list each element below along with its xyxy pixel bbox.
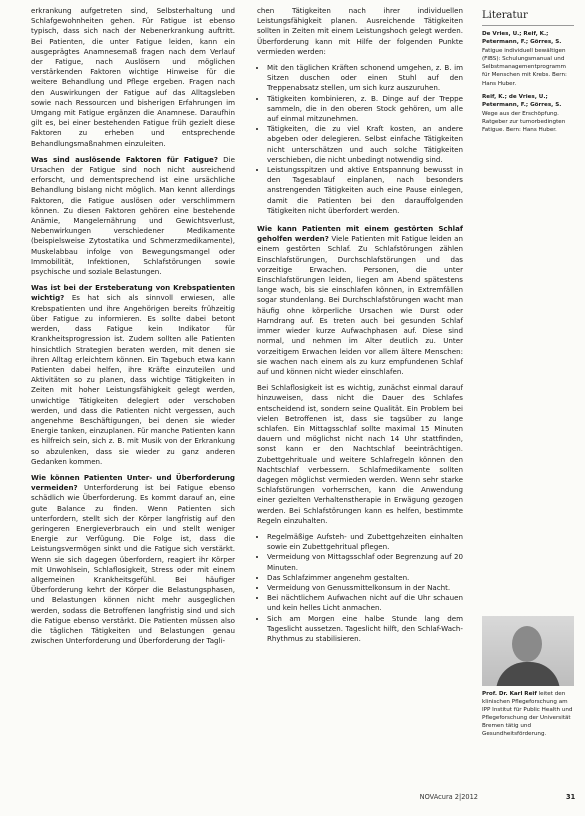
list-item: • Tätigkeiten kombinieren, z. B. Dinge auf der Treppe sammeln, die in den oberen Stock gehören, um alle auf einmal mitzunehmen. (267, 94, 463, 125)
list-item: • Das Schlafzimmer angenehm gestalten. (267, 573, 463, 583)
section-1 (31, 155, 235, 277)
reference-authors: Reif, K.; de Vries, U.; Petermann, F.; Görres, S. (482, 94, 562, 109)
section-body: Unterforderung ist bei Fatigue ebenso schädlich wie Überforderung. Es kommt darauf an, eine gute Balance zu finden. Wenn Patienten sich unterfordern, stellt sich der Körper langfristig auf den geringeren Energieverbrauch ein und stellt weniger Energie zur Verfügung. Die Folge ist, dass die Leistungsvermögen sinkt und die Fatigue sich verstärkt. Wenn sie sich dagegen überfordern, reagiert ihr Körper mit Unwohlsein, Schlaflosigkeit, Stress oder mit einem allgemeinen Krankheitsgefühl. Bei häufiger Überforderung kehrt der Körper die Belastungsphasen, und Belastungen können nicht mehr ausgeglichen werden, sodass die Betroffenen langfristig sind und sich die Fatigue ebenso verstärkt. Die Patienten müssen also die täglichen Tätigkeiten und Belastungen genau zwischen Unterforderung und Überforderung der Tagli- (31, 483, 235, 646)
paragraph: Bei Schlaflosigkeit ist es wichtig, zunächst einmal darauf hinzuweisen, dass nicht die Dauer des Schlafes entscheidend ist, sondern seine Qualität. Ein Problem bei vielen Betroffenen ist, dass sie tagsüber zu lange schlafen. Ein Mittagsschlaf sollte maximal 15 Minuten dauern und möglichst nicht nach 14 Uhr stattfinden, sonst kann er den Nachtschlaf beeinträchtigen. Zubettgehrituale und weitere Schlafregeln können den Nachtschlaf verbessern. Schlafmedikamente sollten dagegen möglichst vermieden werden. Wenn sehr starke Schlafstörungen vorherrschen, kann die Anwendung einer gezielten Verhaltenstherapie in Erwägung gezogen werden. Bei Schlafstörungen kann es helfen, bestimmte Regeln einzuhalten. (257, 383, 463, 525)
reference (482, 93, 574, 134)
list-item: • Bei nächtlichem Aufwachen nicht auf die Uhr schauen und kein helles Licht anmachen. (267, 593, 463, 613)
tips-list-overload (257, 63, 463, 216)
journal-name: NOVAcura 2|2012 (419, 793, 478, 801)
list-item: • Regelmäßige Aufsteh- und Zubettgehzeiten einhalten sowie ein Zubettgehritual pflegen. (267, 532, 463, 552)
tips-list-sleep (257, 532, 463, 644)
section-body: Viele Patienten mit Fatigue leiden an einem gestörten Schlaf. Zu Schlafstörungen zählen Einschlafstörungen, Durchschlafstörungen und das vorzeitige Erwachen. Personen, die unter Einschlafstörungen leiden, liegen am Abend spätestens lange wach, bis sie einschlafen können, in Extremfällen sogar stundenlang. Bei Durchschlafstörungen wacht man häufig ohne körperliche Ursachen wie Durst oder Harndrang auf. Es treten auch bei gesunden Schlaf immer wieder kurze Aufwachphasen auf. Diese sind normal, und nehmen im Alter deutlich zu. Unter vorzeitigem Erwachen leiden vor allem ältere Menschen: sie wachen nach einem als zu kurz empfundenen Schlaf auf und können nicht wieder einschlafen. (257, 234, 463, 376)
paragraph: chen Tätigkeiten nach ihrer individuellen Leistungsfähigkeit planen. Ausreichende Tätigkeiten sollten in Zeiten mit einem Leistungshoch gelegt werden. Überforderung kann mit Hilfe der folgenden Punkte vermieden werden: (257, 6, 463, 56)
author-description: leitet den klinischen Pflegeforschung am IPP Institut für Public Health und Pflegeforschung der Universität Bremen tätig und Gesundheitsförderung. (482, 691, 573, 737)
photo-shoulders (496, 662, 560, 686)
section-heading: Was ist bei der Ersteberatung von Krebspatienten wichtig? (31, 283, 235, 303)
section-heading: Wie können Patienten Unter- und Überforderung vermeiden? (31, 472, 235, 493)
list-item: • Vermeidung von Genussmittelkonsum in der Nacht. (267, 583, 463, 593)
literature-title: Literatur (482, 10, 574, 26)
column-left (31, 6, 235, 652)
author-photo (482, 616, 574, 686)
section-body: Die Ursachen der Fatigue sind noch nicht ausreichend erforscht, und dementsprechend ist eine ursächliche Behandlung bislang nicht möglich. Man kennt allerdings Faktoren, die Fatigue auslösen oder verschlimmern können. Zu diesen Faktoren gehören eine bestehende Anämie, Mangelernährung und Gewichtsverlust, Nebenwirkungen verschiedener Medikamente (beispielsweise Zytostatika und Schmerzmedikamente), Muskelabbau infolge von Bewegungsmangel oder Immobilität, Infektionen, Schlafstörungen sowie psychische und soziale Belastungen. (31, 154, 235, 277)
author-name: Prof. Dr. Karl Reif (482, 691, 537, 697)
section-2 (31, 283, 235, 467)
list-item: • Leistungsspitzen und aktive Entspannung bewusst in den Tagesablauf einplanen, nach besonders anstrengenden Tätigkeiten auch eine Pause einlegen, damit die Patienten bei den darauffolgenden Tätigkeiten nicht überfordert werden. (267, 165, 463, 216)
list-item: • Mit den täglichen Kräften schonend umgehen, z. B. im Sitzen duschen oder einen Stuhl auf den Treppenabsatz stellen, um sich kurz auszuruhen. (267, 63, 463, 94)
list-item: • Vermeidung von Mittagsschlaf oder Begrenzung auf 20 Minuten. (267, 552, 463, 572)
page-number: 31 (566, 793, 576, 801)
reference-authors: De Vries, U.; Reif, K.; Petermann, F.; Görres, S. (482, 31, 562, 46)
reference-text: Fatigue individuell bewältigen (FIBS): Schulungsmanual und Selbstmanagementprogramm für Menschen mit Krebs. Bern: Hans Huber. (482, 47, 567, 87)
list-item: • Sich am Morgen eine halbe Stunde lang dem Tageslicht aussetzen. Tageslicht hilft, den Schlaf-Wach-Rhythmus zu stabilisieren. (267, 614, 463, 645)
section-heading: Wie kann Patienten mit einem gestörten Schlaf geholfen werden? (257, 224, 463, 244)
reference (482, 30, 574, 88)
photo-head (512, 626, 542, 662)
section-4 (257, 224, 463, 377)
list-item: • Tätigkeiten, die zu viel Kraft kosten, an andere abgeben oder delegieren. Selbst einfache Tätigkeiten nicht unterschätzen und auch solche Tätigkeiten verschieben, die nicht unbedingt notwendig sind. (267, 124, 463, 165)
paragraph: erkrankung aufgetreten sind, Selbsterhaltung und Schlafgewohnheiten gehen. Für Fatigue ist ebenso typisch, dass sich nach der Nebenerkrankung auftritt. Bei Patienten, die unter Fatigue leiden, kann ein ausgeprägtes Anamnesemaß fragen nach dem Verlauf der Fatigue, nach Auslösern und möglichen verstärkenden Faktoren wichtige Hinweise für die weitere Behandlung und Pflege ergeben. Fragen nach den Auswirkungen der Fatigue auf das Alltagsleben sowie nach Ressourcen und bisherigen Erfahrungen im Umgang mit Fatigue ergänzen die Anamnese. Daraufhin gilt es, bei einer bestehenden Fatigue früh gezielt diese Faktoren zu erheben und entsprechende Behandlungsmaßnahmen einzuleiten. (31, 6, 235, 148)
author-caption (482, 690, 574, 738)
reference-text: Wege aus der Erschöpfung. Ratgeber zur tumorbedingten Fatigue. Bern: Hans Huber. (482, 110, 566, 134)
section-body: Es hat sich als sinnvoll erwiesen, alle Krebspatienten und ihre Angehörigen bereits frühzeitig über Fatigue zu informieren. Es sollte dabei betont werden, dass Fatigue kein Indikator für Krankheitsprogression ist. Zudem sollten alle Patienten hinsichtlich Strategien beraten werden, mit denen sie ihren Alltag erleichtern können. Ein Tagebuch etwa kann Patienten dabei helfen, ihre Kräfte einzuteilen und Aktivitäten so zu planen, dass wichtige Tätigkeiten in Zeiten mit hoher Leistungsfähigkeit gelegt werden, unwichtige Tätigkeiten delegiert oder verschoben werden, und dass die Patienten nicht vergessen, auch angenehme Beschäftigungen, bei denen sie wieder Energie tanken, einzuplanen. Für manche Patienten kann es hilfreich sein, sich z. B. mit Musik von der Erkrankung so abzulenken, dass sie wieder zu ganz anderen Gedanken kommen. (31, 293, 235, 466)
column-middle (257, 6, 463, 652)
section-3 (31, 473, 235, 646)
sidebar-literature (482, 6, 574, 140)
section-heading: Was sind auslösende Faktoren für Fatigue? (31, 154, 218, 164)
